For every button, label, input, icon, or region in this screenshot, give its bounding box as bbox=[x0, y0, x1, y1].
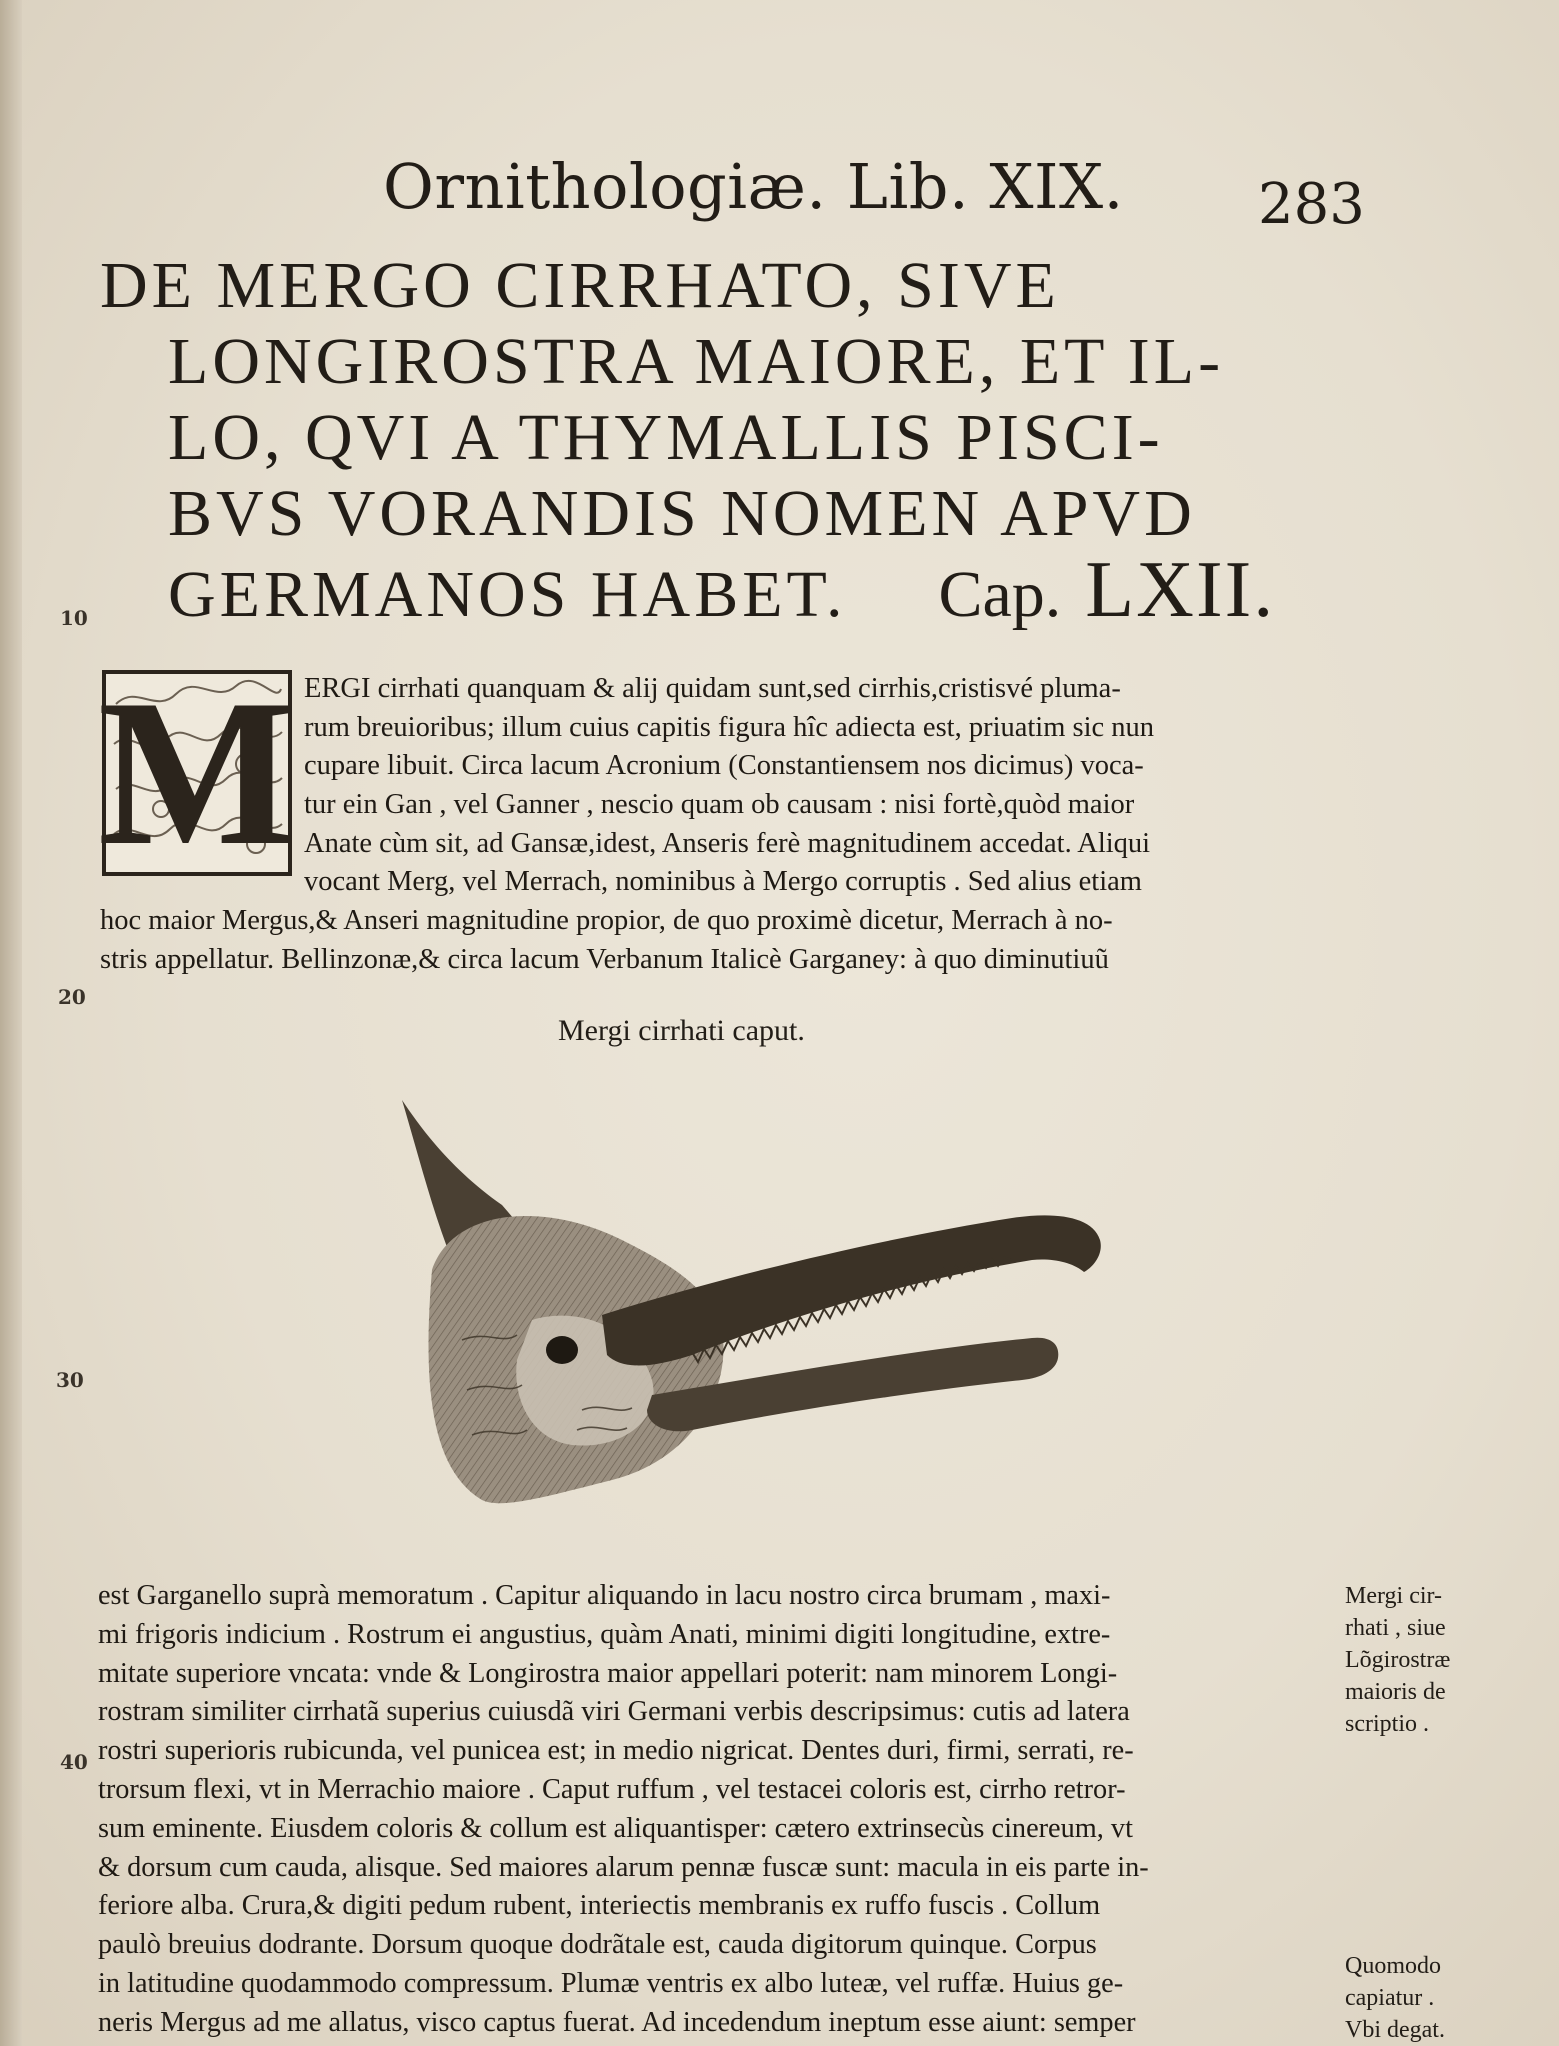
margin-note-line: rhati , siue bbox=[1345, 1615, 1446, 1641]
line-number-40: 40 bbox=[60, 1750, 88, 1774]
text-line: sum eminente. Eiusdem coloris & collum est aliquantisper: cætero extrinsecùs cinereum, vt bbox=[98, 1812, 1133, 1844]
chapter-number: LXII. bbox=[1085, 546, 1276, 634]
text-line: vocant Merg, vel Merrach, nominibus à Mergo corruptis . Sed alius etiam bbox=[304, 866, 1142, 898]
merganser-head-icon bbox=[392, 1090, 1172, 1530]
initial-letter: M bbox=[97, 657, 297, 889]
book-spine-edge bbox=[0, 0, 22, 2046]
paragraph-2 bbox=[98, 1577, 1338, 2043]
text-line: rostri superioris rubicunda, vel punicea est; in medio nigricat. Dentes duri, firmi, serrati, re- bbox=[98, 1735, 1134, 1767]
text-line: stris appellatur. Bellinzonæ,& circa lacum Verbanum Italicè Garganey: à quo diminutiuũ bbox=[100, 943, 1109, 975]
margin-note-line: maioris de bbox=[1345, 1679, 1446, 1705]
chapter-title-line: GERMANOS HABET. bbox=[168, 558, 847, 631]
text-line: neris Mergus ad me allatus, visco captus fuerat. Ad incedendum ineptum esse aiunt: semper bbox=[98, 2006, 1136, 2038]
margin-note-line: Vbi degat. bbox=[1345, 2017, 1445, 2043]
margin-note-line: Mergi cir- bbox=[1345, 1583, 1443, 1609]
line-number-20: 20 bbox=[58, 985, 86, 1009]
margin-note-line: Lõgirostræ bbox=[1345, 1647, 1451, 1673]
chapter-title-line: BVS VORANDIS NOMEN APVD bbox=[168, 477, 1196, 550]
text-line: rostram similiter cirrhatã superius cuiusdã viri Germani verbis descripsimus: cutis ad latera bbox=[98, 1696, 1130, 1728]
text-line: paulò breuius dodrante. Dorsum quoque dodrãtale est, cauda digitorum quinque. Corpus bbox=[98, 1929, 1097, 1961]
text-line: ERGI cirrhati quanquam & alij quidam sunt,sed cirrhis,cristisvé pluma- bbox=[304, 673, 1121, 704]
chapter-title-line: DE MERGO CIRRHATO, SIVE bbox=[100, 249, 1060, 322]
margin-note-line: Quomodo bbox=[1345, 1953, 1441, 1979]
text-line: trorsum flexi, vt in Merrachio maiore . Caput ruffum , vel testacei coloris est, cirrho retror- bbox=[98, 1773, 1126, 1805]
chapter-cap-label: Cap. bbox=[938, 558, 1062, 631]
text-line: tur ein Gan , vel Ganner , nescio quam ob causam : nisi fortè,quòd maior bbox=[304, 789, 1135, 821]
margin-note-line: scriptio . bbox=[1345, 1711, 1429, 1737]
page-number: 283 bbox=[1258, 172, 1365, 237]
merganser-head-woodcut bbox=[392, 1090, 1172, 1530]
text-line: in latitudine quodammodo compressum. Plumæ ventris ex albo luteæ, vel ruffæ. Huius ge- bbox=[98, 1967, 1124, 1999]
text-line: mitate superiore vncata: vnde & Longirostra maior appellari poterit: nam minorem Longi- bbox=[98, 1657, 1118, 1689]
chapter-title-line: LONGIROSTRA MAIORE, ET IL- bbox=[168, 325, 1225, 398]
text-line: & dorsum cum cauda, alisque. Sed maiores alarum pennæ fuscæ sunt: macula in eis parte in- bbox=[98, 1851, 1149, 1883]
text-line: feriore alba. Crura,& digiti pedum rubent, interiectis membranis ex ruffo fuscis . Collum bbox=[98, 1890, 1101, 1922]
line-number-30: 30 bbox=[56, 1368, 84, 1392]
figure-caption: Mergi cirrhati caput. bbox=[558, 1014, 805, 1047]
line-number-10: 10 bbox=[60, 606, 88, 630]
paragraph-1 bbox=[97, 657, 1350, 980]
text-line: Anate cùm sit, ad Gansæ,idest, Anseris ferè magnitudinem accedat. Aliqui bbox=[304, 827, 1151, 859]
chapter-title-line: LO, QVI A THYMALLIS PISCI- bbox=[168, 401, 1164, 474]
margin-note-line: capiatur . bbox=[1345, 1985, 1435, 2011]
chapter-title bbox=[100, 248, 1360, 633]
text-line: hoc maior Mergus,& Anseri magnitudine propior, de quo proximè dicetur, Merrach à no- bbox=[100, 905, 1113, 937]
running-head: Ornithologiæ. Lib. XIX. bbox=[383, 150, 1124, 223]
margin-note-capture bbox=[1345, 1950, 1445, 2046]
text-line: mi frigoris indicium . Rostrum ei angustius, quàm Anati, minimi digiti longitudine, extre- bbox=[98, 1618, 1111, 1650]
margin-note-description bbox=[1345, 1580, 1450, 1740]
chapter-title-last-line bbox=[100, 546, 1360, 634]
text-line: cupare libuit. Circa lacum Acronium (Constantiensem nos dicimus) voca- bbox=[304, 750, 1144, 782]
text-line: rum breuioribus; illum cuius capitis figura hîc adiecta est, priuatim sic nun bbox=[304, 711, 1155, 743]
text-line: est Garganello suprà memoratum . Capitur aliquando in lacu nostro circa brumam , maxi- bbox=[98, 1580, 1111, 1611]
